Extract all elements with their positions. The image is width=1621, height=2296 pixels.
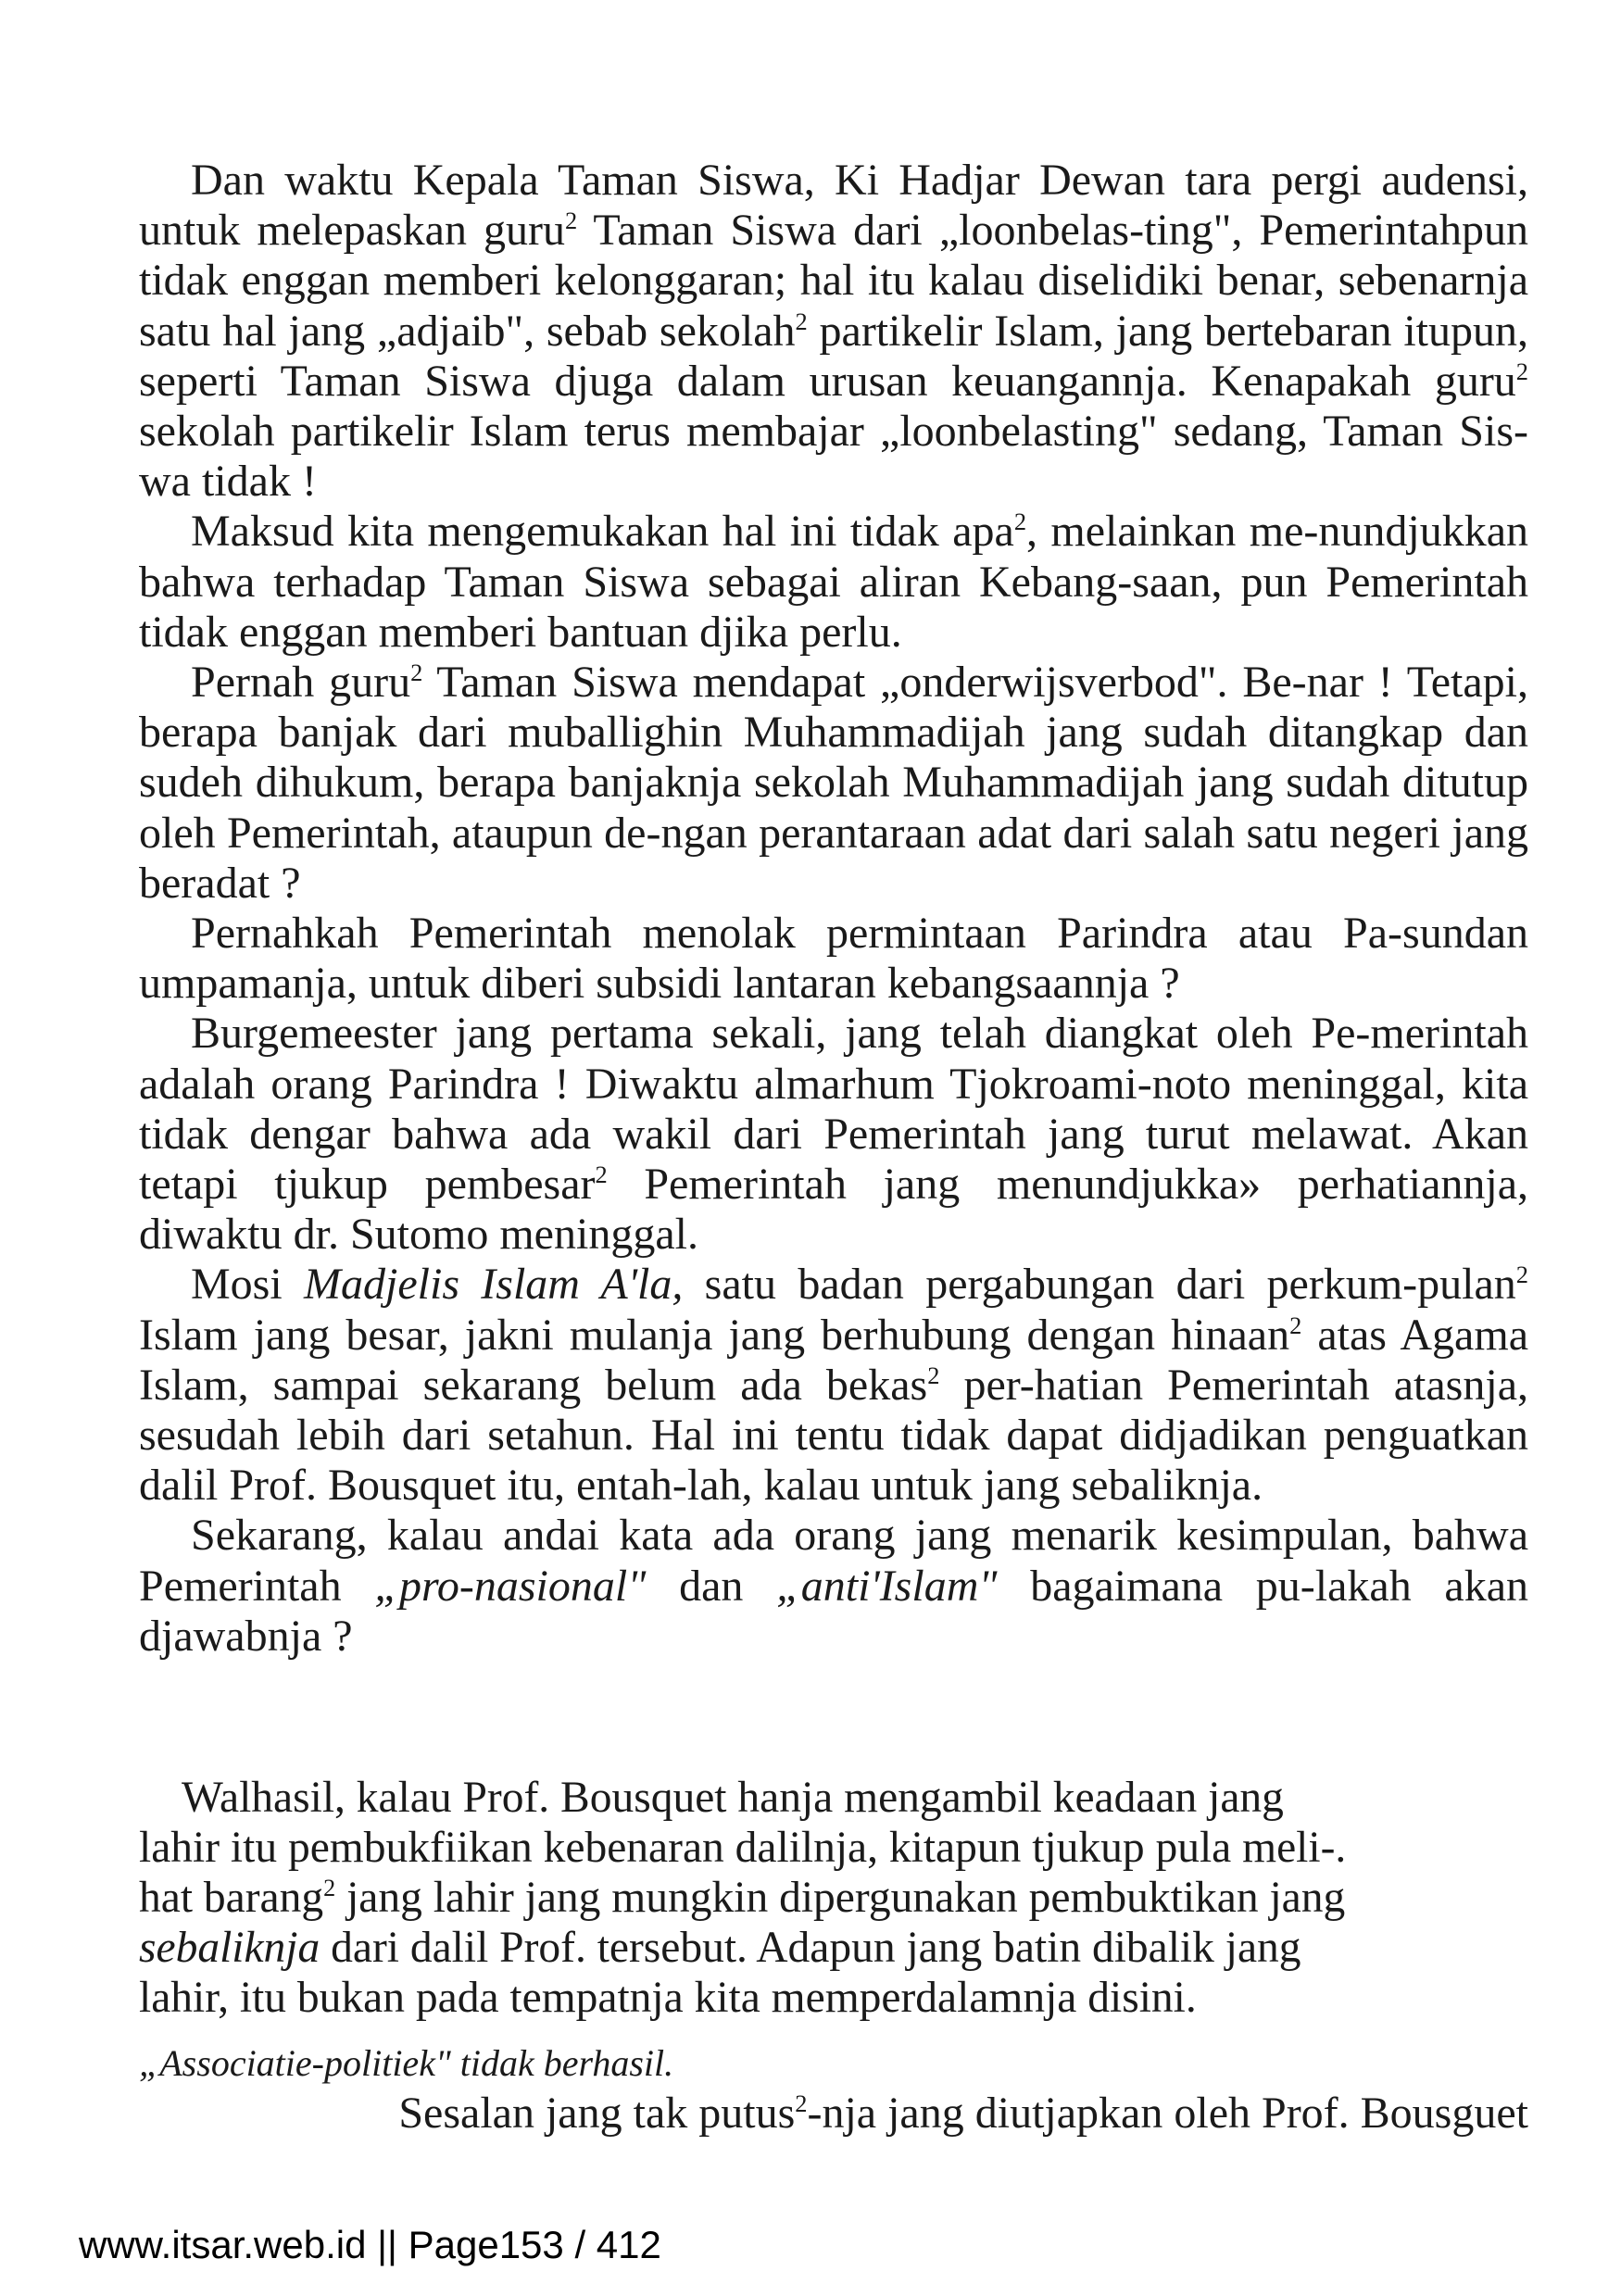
text-line — [139, 1823, 1528, 1873]
superscript-2: 2 — [1013, 508, 1027, 536]
page-footer: www.itsar.web.id || Page153 / 412 — [79, 2223, 661, 2266]
italic-run: Madjelis Islam A'la, — [304, 1260, 684, 1310]
text-run: Pemerintah jang menundjukka» perhatiannja, diwaktu dr. Sutomo meninggal. — [139, 1160, 1529, 1260]
section-heading: „Associatie-politiek" tidak berhasil. — [139, 2042, 674, 2084]
text-run: Pernah guru — [191, 658, 411, 708]
body-text — [139, 156, 1528, 1662]
text-run: Taman Siswa mendapat „onderwijsverbod". Be-nar ! Tetapi, berapa banjak dari muballighin Muhammadijah jang sudah ditangkap dan sudeh dihukum, berapa banjaknja sekolah Muhammadijah jang sudah ditutup oleh Pemerintah, ataupun de-ngan perantaraan adat dari salah satu negeri jang beradat ? — [139, 658, 1528, 908]
text-line — [139, 1923, 1528, 1973]
text-run: jang lahir jang mungkin dipergunakan pembuktikan jang — [335, 1874, 1346, 1922]
continuation-line — [352, 2088, 1528, 2139]
superscript-2: 2 — [595, 1161, 608, 1189]
text-run: satu badan pergabungan dari perkum-pulan — [683, 1260, 1516, 1310]
paragraph — [139, 507, 1528, 658]
text-run: Dan waktu Kepala Taman Siswa, Ki Hadjar Dewan tara pergi audensi, untuk melepaskan guru — [139, 156, 1528, 256]
superscript-2: 2 — [927, 1361, 940, 1389]
text-run: dari dalil Prof. tersebut. Adapun jang batin dibalik jang — [320, 1924, 1301, 1972]
superscript-2: 2 — [795, 307, 808, 335]
superscript-2: 2 — [565, 207, 578, 235]
text-run: bagaimana pu-lakah akan djawabnja ? — [139, 1561, 1528, 1661]
superscript-2: 2 — [323, 1875, 336, 1902]
italic-run: sebaliknja — [139, 1924, 320, 1972]
italic-run: „anti'Islam" — [776, 1561, 998, 1611]
text-run: Sesalan jang tak putus — [398, 2089, 796, 2138]
text-run: Walhasil, kalau Prof. Bousquet hanja mengambil keadaan jang — [182, 1774, 1284, 1822]
text-run: lahir itu pembukfiikan kebenaran dalilnja, kitapun tjukup pula meli-. — [139, 1824, 1347, 1872]
text-run: Islam jang besar, jakni mulanja jang berhubung dengan hinaan — [139, 1310, 1290, 1360]
text-run: Burgemeester jang pertama sekali, jang telah diangkat oleh Pe-merintah adalah orang Parindra ! Diwaktu almarhum Tjokroami-noto meninggal, kita tidak dengar bahwa ada wakil dari Pemerintah jang turut melawat. Akan tetapi tjukup pembesar — [139, 1009, 1528, 1210]
text-run: Taman Siswa dari „loonbelas-ting", Pemerintahpun tidak enggan memberi kelonggaran; hal itu kalau diselidiki benar, sebenarnja satu hal jang „adjaib", sebab sekolah — [139, 206, 1528, 356]
text-run: partikelir Islam, jang bertebaran itupun, seperti Taman Siswa djuga dalam urusan keuangannja. Kenapakah guru — [139, 306, 1528, 406]
paragraph — [139, 909, 1528, 1009]
text-run: , melainkan me-nundjukkan bahwa terhadap Taman Siswa sebagai aliran Kebang-saan, pun Pemerintah tidak enggan memberi bantuan djika perlu. — [139, 507, 1528, 657]
text-line — [139, 1873, 1528, 1923]
text-run: Sekarang, kalau andai kata ada orang jang menarik kesimpulan, bahwa Pemerintah — [139, 1511, 1528, 1611]
text-line — [139, 1773, 1528, 1823]
paragraph — [139, 658, 1528, 909]
paragraph — [139, 1511, 1528, 1662]
paragraph — [139, 1260, 1528, 1511]
superscript-2: 2 — [1515, 357, 1528, 385]
superscript-2: 2 — [410, 659, 423, 687]
text-run: lahir, itu bukan pada tempatnja kita memperdalamnja disini. — [139, 1974, 1197, 2022]
paragraph — [139, 156, 1528, 507]
text-run: sekolah partikelir Islam terus membajar „loonbelasting" sedang, Taman Sis-wa tidak ! — [139, 407, 1528, 507]
text-run: Pernahkah Pemerintah menolak permintaan Parindra atau Pa-sundan umpamanja, untuk diberi subsidi lantaran kebangsaannja ? — [139, 909, 1528, 1009]
superscript-2: 2 — [795, 2089, 808, 2117]
text-run: atas Agama Islam, sampai sekarang belum ada bekas — [139, 1310, 1528, 1410]
text-line — [139, 1973, 1528, 2023]
text-run: hat barang — [139, 1874, 324, 1922]
text-run: per-hatian Pemerintah atasnja, sesudah lebih dari setahun. Hal ini tentu tidak dapat didjadikan penguatkan dalil Prof. Bousquet itu, entah-lah, kalau untuk jang sebaliknja. — [139, 1360, 1528, 1511]
italic-run: „pro-nasional" — [374, 1561, 647, 1611]
text-run: -nja jang diutjapkan oleh Prof. Bousguet — [807, 2089, 1528, 2138]
paragraph — [139, 1009, 1528, 1260]
superscript-2: 2 — [1289, 1311, 1302, 1339]
text-run: Maksud kita mengemukakan hal ini tidak apa — [191, 507, 1014, 557]
closing-paragraph — [139, 1773, 1528, 2023]
superscript-2: 2 — [1515, 1261, 1528, 1289]
text-run: dan — [646, 1561, 777, 1611]
text-run: Mosi — [191, 1260, 305, 1310]
